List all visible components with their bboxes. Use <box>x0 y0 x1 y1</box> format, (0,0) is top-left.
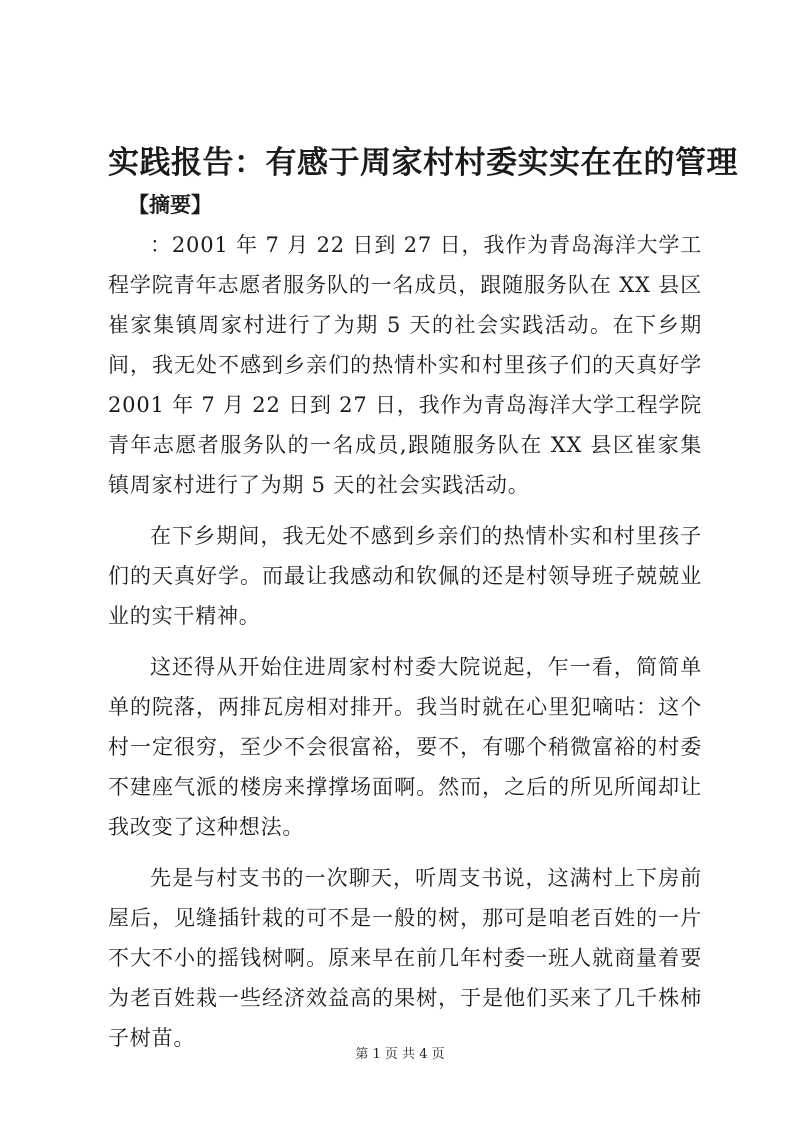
page-footer: 第 1 页 共 4 页 <box>355 1047 445 1062</box>
abstract-label: 【摘要】 <box>128 192 212 217</box>
paragraph-2: 在下乡期间，我无处不感到乡亲们的热情朴实和村里孩子们的天真好学。而最让我感动和钦佩的还是村领导班子兢兢业业的实干精神。 <box>108 524 702 628</box>
paragraph-4: 先是与村支书的一次聊天，听周支书说，这满村上下房前屋后，见缝插针栽的可不是一般的树，那可是咱老百姓的一片不大不小的摇钱树啊。原来早在前几年村委一班人就商量着要为老百姓栽一些经济效益高的果树，于是他们买来了几千株柿子树苗。 <box>108 866 702 1050</box>
document-title: 实践报告：有感于周家村村委实实在在的管理 <box>108 145 738 181</box>
paragraph-1: ：2001 年 7 月 22 日到 27 日，我作为青岛海洋大学工程学院青年志愿者服务队的一名成员，跟随服务队在 XX 县区崔家集镇周家村进行了为期 5 天的社会实践活动。在下乡期间，我无处不感到乡亲们的热情朴实和村里孩子们的天真好学 2001 年 7 月 22 日到 27 日，我作为青岛海洋大学工程学院青年志愿者服务队的一名成员,跟随服务队在 XX 县区崔家集镇周家村进行了为期 5 天的社会实践活动。 <box>108 233 702 497</box>
document-body <box>108 225 702 1058</box>
paragraph-3: 这还得从开始住进周家村村委大院说起，乍一看，简简单单的院落，两排瓦房相对排开。我当时就在心里犯嘀咕：这个村一定很穷，至少不会很富裕，要不，有哪个稍微富裕的村委不建座气派的楼房来撑撑场面啊。然而，之后的所见所闻却让我改变了这种想法。 <box>108 655 702 839</box>
